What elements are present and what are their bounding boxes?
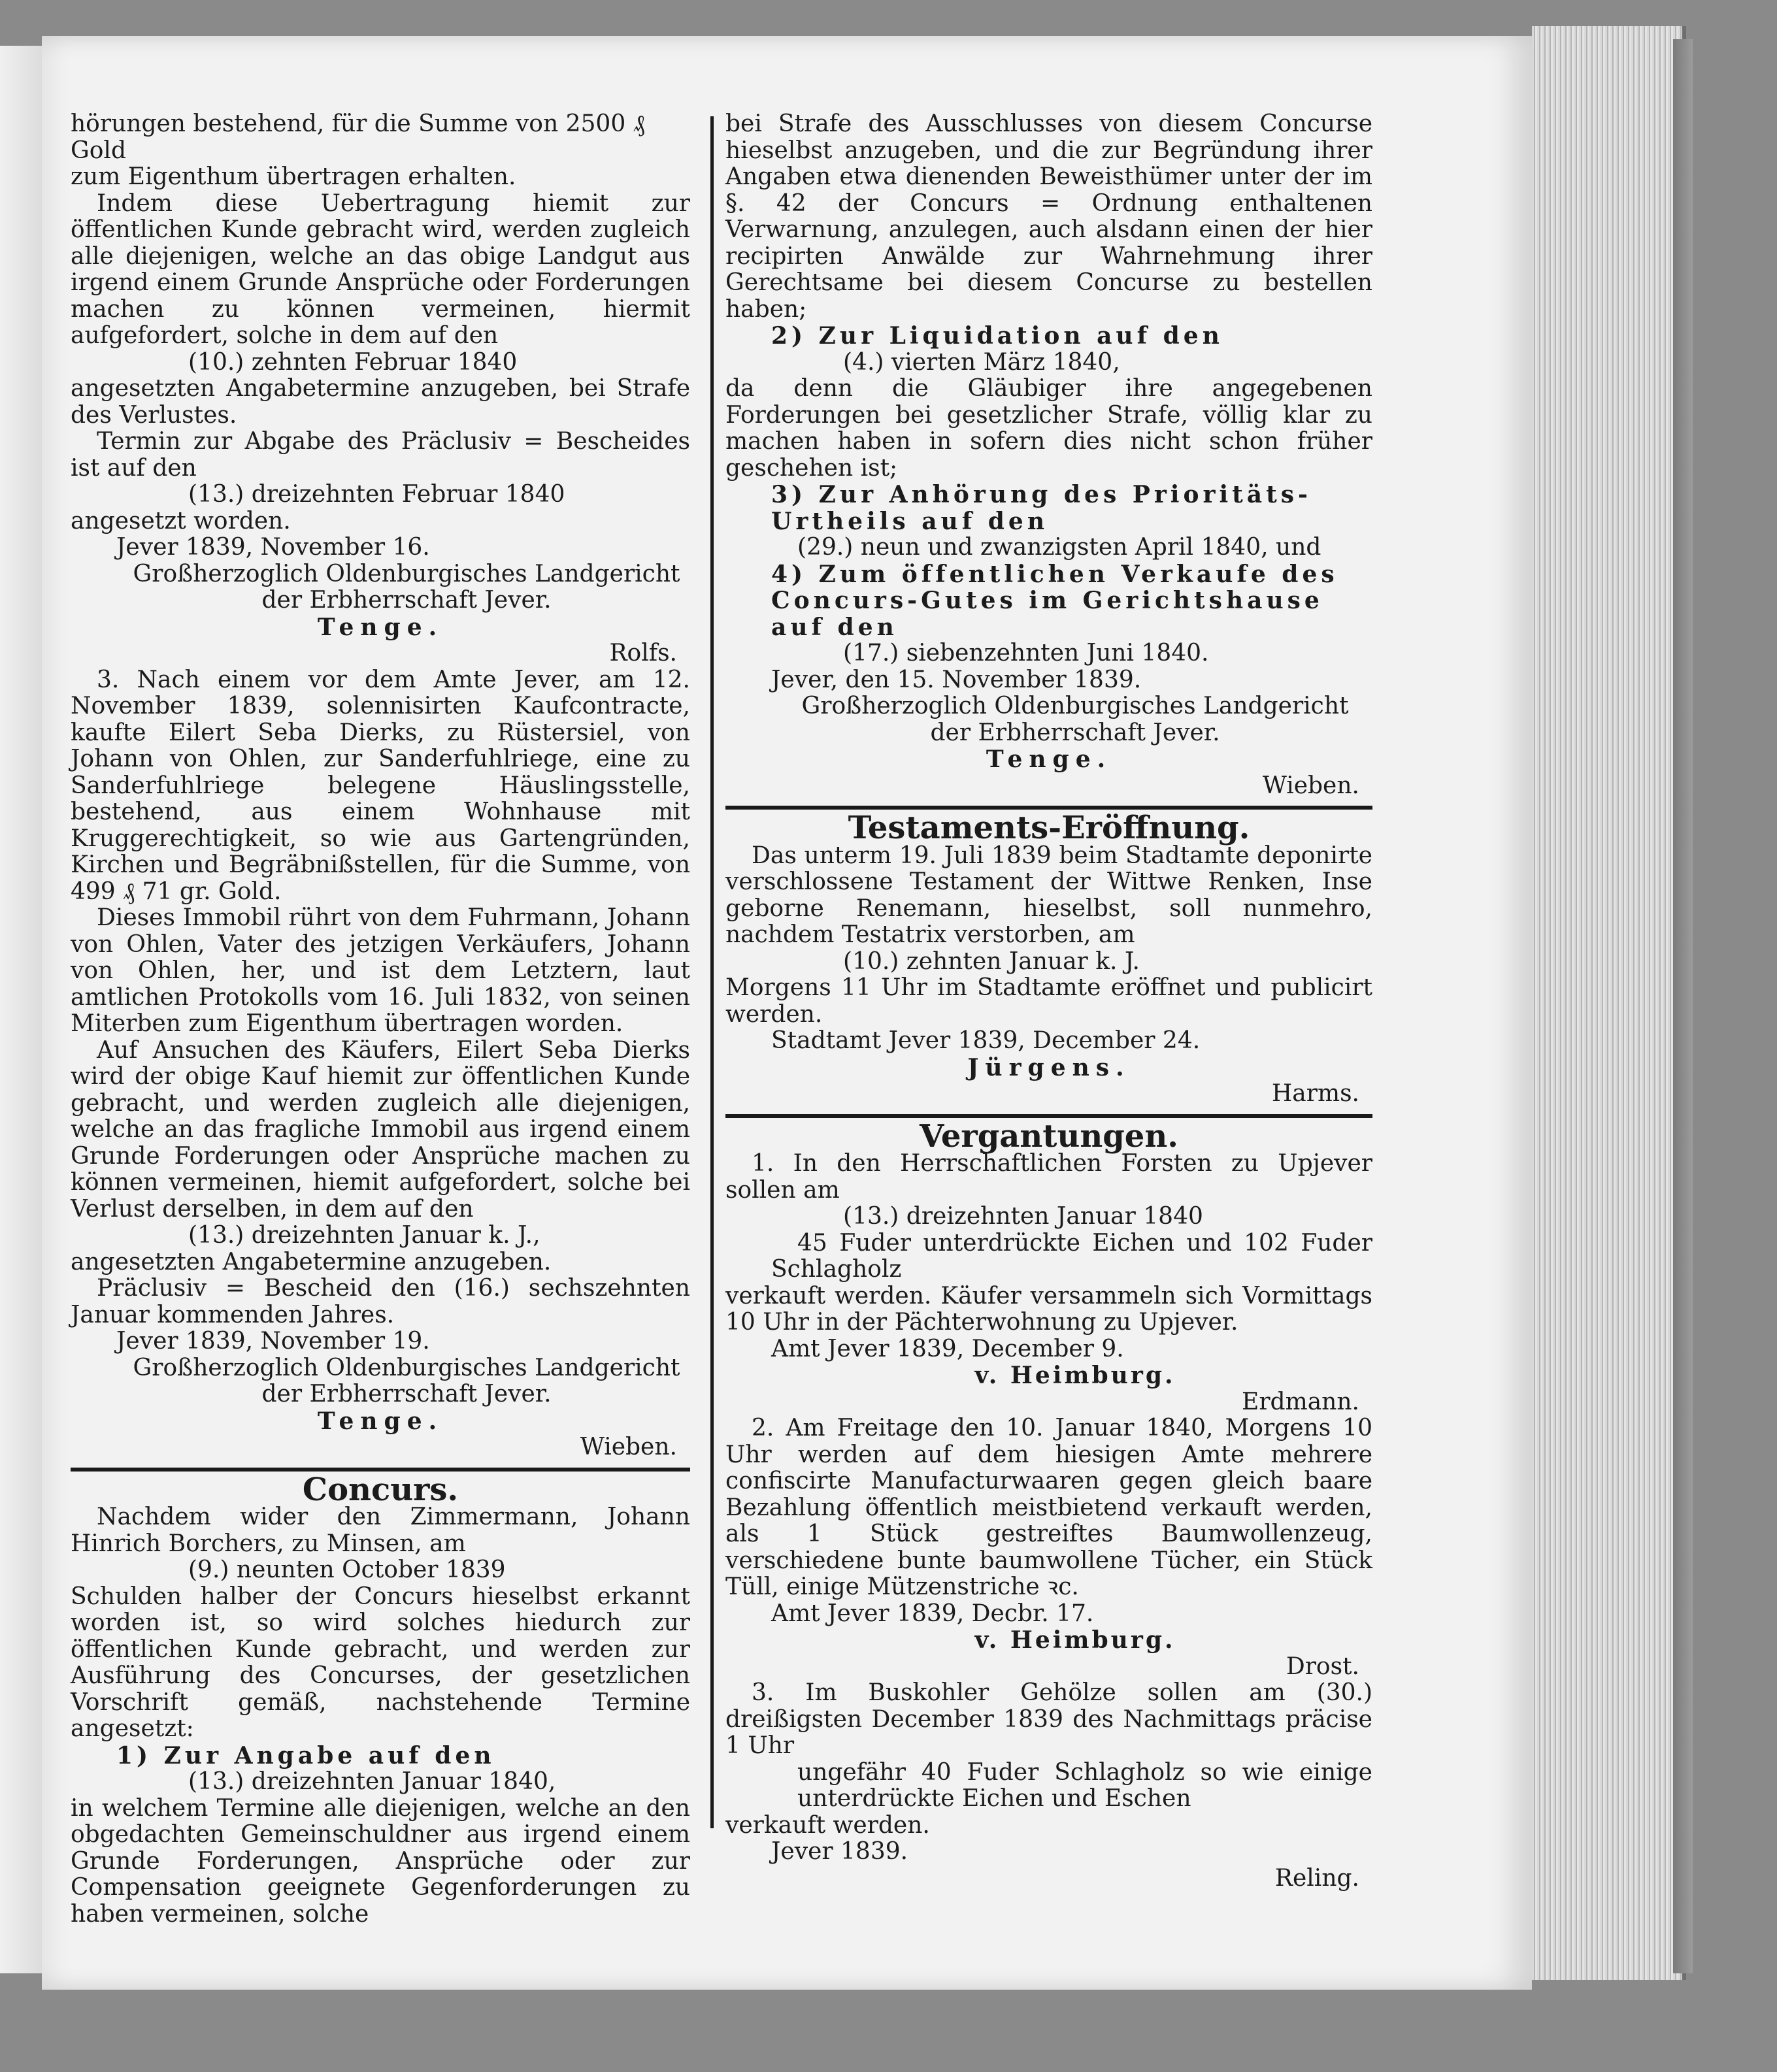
vergantungen-section bbox=[725, 1117, 1372, 1892]
term-date: (13.) dreizehnten Januar 1840, bbox=[188, 1768, 556, 1795]
list-item: 4) Zum öffentlichen Verkaufe des Concurs-Gutes im Gerichtshause auf den bbox=[771, 560, 1338, 641]
section-heading: Concurs. bbox=[302, 1471, 459, 1508]
concurs-section bbox=[71, 1471, 690, 1928]
signature: Reling. bbox=[1274, 1864, 1359, 1892]
testament-section bbox=[725, 810, 1372, 1108]
place-date: Jever, den 15. November 1839. bbox=[771, 666, 1142, 693]
notice-landgut bbox=[71, 111, 690, 667]
place-date: Stadtamt Jever 1839, December 24. bbox=[771, 1027, 1201, 1054]
term-date: (10.) zehnten Januar k. J. bbox=[843, 947, 1140, 975]
notice-paragraph: 1. In den Herrschaftlichen Forsten zu Upjever sollen am bbox=[725, 1150, 1372, 1204]
term-date: (13.) dreizehnten Januar 1840 bbox=[843, 1203, 1203, 1230]
term-date: (4.) vierten März 1840, bbox=[843, 348, 1120, 376]
notice-paragraph: Indem diese Uebertragung hiemit zur öffentlichen Kunde gebracht wird, werden zugleich alle diejenigen, welche an das obige Landgut aus irgend einem Grunde Ansprüche oder Forderungen machen zu können vermeinen, hiermit aufgefordert, solche in dem auf den bbox=[71, 189, 690, 349]
court-name: Großherzoglich Oldenburgisches Landgericht bbox=[801, 693, 1349, 719]
signature: Wieben. bbox=[1262, 772, 1359, 799]
signature: v. Heimburg. bbox=[974, 1362, 1176, 1389]
notice-paragraph: 3. Nach einem vor dem Amte Jever, am 12. November 1839, solennisirten Kaufcontracte, kaufte Eilert Seba Dierks, zu Rüstersiel, von Johann von Ohlen, zur Sanderfuhlriege, eine zu Sanderfuhlriege belegene Häuslingsstelle, bestehend, aus einem Wohnhause mit Kruggerechtigkeit, so wie aus Gartengründen, Kirchen und Begräbnißstellen, für die Summe, von 499 ₰ 71 gr. Gold. bbox=[71, 666, 690, 905]
court-name: Großherzoglich Oldenburgisches Landgericht bbox=[133, 560, 680, 587]
signature: Tenge. bbox=[986, 746, 1112, 773]
notice-paragraph: Präclusiv = Bescheid den (16.) sechszehnten Januar kommenden Jahres. bbox=[71, 1275, 690, 1328]
term-date: (17.) siebenzehnten Juni 1840. bbox=[843, 640, 1209, 666]
concurs-continued bbox=[725, 111, 1372, 799]
notice-paragraph: Morgens 11 Uhr im Stadtamte eröffnet und publicirt werden. bbox=[725, 974, 1372, 1028]
notice-3 bbox=[71, 667, 690, 1461]
place-date: Jever 1839, November 16. bbox=[116, 534, 430, 561]
term-date: (9.) neunten October 1839 bbox=[188, 1556, 506, 1583]
notice-paragraph: angesetzt worden. bbox=[71, 507, 291, 534]
court-name: der Erbherrschaft Jever. bbox=[261, 1381, 552, 1407]
signature: Harms. bbox=[1271, 1080, 1359, 1107]
section-rule bbox=[725, 1114, 1372, 1118]
page-block-edge bbox=[1532, 26, 1686, 1980]
term-date: (13.) dreizehnten Februar 1840 bbox=[188, 481, 565, 508]
notice-paragraph: Auf Ansuchen des Käufers, Eilert Seba Dierks wird der obige Kauf hiemit zur öffentlichen Kunde gebracht, und werden zugleich alle diejenigen, welche an das fragliche Immobil aus irgend einem Grunde Forderungen oder Ansprüche machen zu können vermeinen, hiemit aufgefordert, solche bei Verlust derselben, in dem auf den bbox=[71, 1036, 690, 1223]
column-divider bbox=[710, 116, 714, 1828]
goods-list: ungefähr 40 Fuder Schlagholz so wie einige unterdrückte Eichen und Eschen bbox=[797, 1758, 1372, 1812]
notice-paragraph: angesetzten Angabetermine anzugeben, bei Strafe des Verlustes. bbox=[71, 375, 690, 429]
notice-text-line: zum Eigenthum übertragen erhalten. bbox=[71, 163, 516, 190]
notice-paragraph: da denn die Gläubiger ihre angegebenen Forderungen bei gesetzlicher Strafe, völlig klar zu machen haben in sofern dies nicht schon früher geschehen ist; bbox=[725, 375, 1372, 482]
signature: v. Heimburg. bbox=[974, 1626, 1176, 1654]
book-cover-edge bbox=[1673, 39, 1693, 1973]
signature: Jürgens. bbox=[967, 1053, 1131, 1081]
notice-paragraph: in welchem Termine alle diejenigen, welche an den obgedachten Gemeinschuldner aus irgend einem Grunde Forderungen, Ansprüche oder zur Compensation geeignete Gegenforderungen zu haben vermeinen, solche bbox=[71, 1794, 690, 1928]
term-date: (10.) zehnten Februar 1840 bbox=[188, 348, 518, 376]
notice-paragraph: Termin zur Abgabe des Präclusiv = Bescheides ist auf den bbox=[71, 428, 690, 482]
notice-paragraph: Schulden halber der Concurs hieselbst erkannt worden ist, so wird solches hiedurch zur öffentlichen Kunde gebracht, und werden zur Ausführung des Concurses, der gesetzlichen Vorschrift gemäß, nachstehende Termine angesetzt: bbox=[71, 1583, 690, 1742]
court-name: Großherzoglich Oldenburgisches Landgericht bbox=[133, 1354, 680, 1381]
section-rule bbox=[71, 1468, 690, 1472]
term-date: (29.) neun und zwanzigsten April 1840, und bbox=[797, 534, 1321, 561]
list-item: 2) Zur Liquidation auf den bbox=[771, 322, 1223, 350]
signature: Wieben. bbox=[580, 1434, 677, 1460]
place-date: Jever 1839, November 19. bbox=[116, 1328, 430, 1355]
signature: Erdmann. bbox=[1242, 1388, 1359, 1415]
signature: Rolfs. bbox=[609, 640, 677, 666]
signature: Tenge. bbox=[317, 613, 444, 641]
place-date: Amt Jever 1839, Decbr. 17. bbox=[771, 1600, 1094, 1627]
notice-paragraph: angesetzten Angabetermine anzugeben. bbox=[71, 1248, 552, 1275]
notice-paragraph: 2. Am Freitage den 10. Januar 1840, Morgens 10 Uhr werden auf dem hiesigen Amte mehrere confiscirte Manufacturwaaren gegen gleich baare Bezahlung öffentlich meistbietend verkauft werden, als 1 Stück gestreiftes Baumwollenzeug, verschiedene bunte baumwollene Tücher, ein Stück Tüll, einige Mützenstriche ꝛc. bbox=[725, 1415, 1372, 1600]
court-name: der Erbherrschaft Jever. bbox=[261, 587, 552, 614]
place-date: Amt Jever 1839, December 9. bbox=[771, 1335, 1124, 1362]
section-heading: Vergantungen. bbox=[920, 1117, 1178, 1155]
goods-list: 45 Fuder unterdrückte Eichen und 102 Fuder Schlagholz bbox=[771, 1229, 1372, 1283]
signature: Drost. bbox=[1286, 1653, 1359, 1680]
list-item: 3) Zur Anhörung des Prioritäts-Urtheils auf den bbox=[771, 481, 1312, 535]
list-item: 1) Zur Angabe auf den bbox=[116, 1741, 495, 1769]
term-date: (13.) dreizehnten Januar k. J., bbox=[188, 1222, 540, 1249]
place-date: Jever 1839. bbox=[771, 1838, 908, 1865]
court-name: der Erbherrschaft Jever. bbox=[930, 719, 1220, 746]
notice-paragraph: Nachdem wider den Zimmermann, Johann Hinrich Borchers, zu Minsen, am bbox=[71, 1504, 690, 1557]
notice-paragraph: verkauft werden. bbox=[725, 1811, 930, 1839]
notice-paragraph: Dieses Immobil rührt von dem Fuhrmann, Johann von Ohlen, Vater des jetzigen Verkäufers, Johann von Ohlen, her, und ist dem Letztern, laut amtlichen Protokolls vom 16. Juli 1832, von seinen Miterben zum Eigenthum übertragen worden. bbox=[71, 904, 690, 1037]
notice-paragraph: verkauft werden. Käufer versammeln sich Vormittags 10 Uhr in der Pächterwohnung zu Upjever. bbox=[725, 1282, 1372, 1336]
notice-paragraph: Das unterm 19. Juli 1839 beim Stadtamte deponirte verschlossene Testament der Wittwe Renken, Insе geborne Renemann, hieselbst, soll nunmehro, nachdem Testatrix verstorben, am bbox=[725, 842, 1372, 948]
notice-paragraph: bei Strafe des Ausschlusses von diesem Concurse hieselbst anzugeben, und die zur Begründung ihrer Angaben etwa dienenden Beweisthümer unter der im §. 42 der Concurs = Ordnung enthaltenen Verwarnung, anzulegen, auch alsdann einen der hier recipirten Anwälde zur Wahrnehmung ihrer Gerechtsame bei diesem Concurse zu bestellen haben; bbox=[725, 110, 1372, 323]
signature: Tenge. bbox=[317, 1407, 444, 1435]
right-column bbox=[725, 111, 1372, 1892]
notice-paragraph: 3. Im Buskohler Gehölze sollen am (30.) dreißigsten December 1839 des Nachmittags präcise 1 Uhr bbox=[725, 1679, 1372, 1759]
left-column bbox=[71, 111, 690, 1928]
section-heading: Testaments-Eröffnung. bbox=[848, 810, 1250, 846]
facing-page-edge bbox=[0, 46, 42, 1973]
notice-text-line: hörungen bestehend, für die Summe von 2500 ₰ Gold bbox=[71, 110, 645, 164]
